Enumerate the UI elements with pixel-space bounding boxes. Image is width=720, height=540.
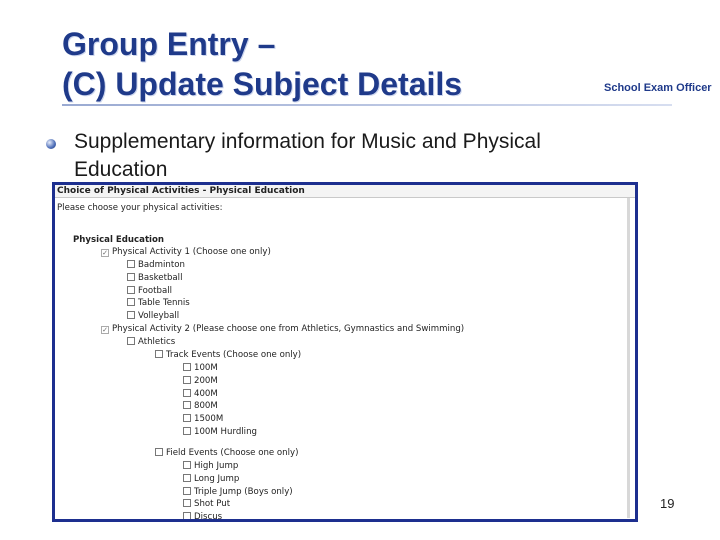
checkbox-label: Discus	[194, 512, 223, 522]
checkbox-label: Shot Put	[194, 499, 231, 510]
athletics-checkbox[interactable]	[127, 336, 175, 348]
field-event-option[interactable]	[183, 498, 230, 510]
activity-1-option[interactable]	[127, 272, 182, 284]
slide-title-line-1: Group Entry –	[62, 26, 276, 62]
checkbox[interactable]	[127, 311, 135, 319]
bullet-text: Supplementary information for Music and Physical Education	[74, 130, 541, 181]
checkbox-label: 800M	[194, 401, 218, 412]
page-number: 19	[660, 496, 675, 511]
checkbox-label: Physical Activity 1 (Choose one only)	[112, 247, 271, 257]
prompt-text: Please choose your physical activities:	[57, 203, 223, 213]
checkbox[interactable]	[183, 389, 191, 397]
checkbox-label: Table Tennis	[138, 298, 190, 309]
checkbox-label: 400M	[194, 388, 218, 399]
title-divider	[62, 104, 672, 106]
activity-1-option[interactable]	[127, 297, 190, 309]
checkbox-label: 1500M	[194, 414, 224, 425]
checkbox-label: Badminton	[138, 260, 185, 270]
checkbox[interactable]: ✓	[102, 326, 108, 334]
track-event-option[interactable]	[183, 413, 223, 425]
checkbox-label: 200M	[194, 375, 218, 386]
slide-title	[62, 24, 462, 104]
checkbox-label: Athletics	[138, 337, 176, 347]
checkbox-label: Field Events (Choose one only)	[166, 448, 299, 458]
field-event-option[interactable]	[183, 473, 239, 485]
checkbox[interactable]	[183, 487, 191, 495]
track-event-option[interactable]	[183, 400, 218, 412]
checkbox[interactable]	[127, 260, 135, 268]
field-events-checkbox[interactable]	[155, 447, 298, 459]
form-screenshot	[52, 182, 638, 522]
checkbox-label: Triple Jump (Boys only)	[194, 486, 293, 497]
checkbox-label: Track Events (Choose one only)	[166, 350, 302, 360]
scrollbar-track[interactable]	[627, 198, 630, 518]
activity-1-option[interactable]	[127, 310, 179, 322]
field-event-option[interactable]	[183, 486, 293, 498]
track-event-option[interactable]	[183, 388, 218, 400]
checkbox[interactable]	[183, 461, 191, 469]
checkbox-label: Long Jump	[194, 473, 240, 484]
checkbox[interactable]	[183, 376, 191, 384]
checkbox-label: Basketball	[138, 272, 183, 283]
field-event-option[interactable]	[183, 511, 222, 522]
checkbox[interactable]	[183, 512, 191, 520]
section-heading: Physical Education	[73, 235, 165, 245]
checkbox[interactable]: ✓	[102, 249, 108, 257]
track-events-checkbox[interactable]	[155, 349, 301, 361]
checkbox[interactable]	[183, 363, 191, 371]
brand-label: School Exam Officer	[604, 82, 712, 94]
panel-header: Choice of Physical Activities - Physical Education	[55, 185, 635, 198]
activity-2-checkbox[interactable]	[101, 323, 464, 335]
checkbox[interactable]	[183, 474, 191, 482]
checkbox-label: Physical Activity 2 (Please choose one from Athletics, Gymnastics and Swimming)	[112, 324, 465, 334]
checkbox[interactable]	[127, 273, 135, 281]
checkbox-label: 100M	[194, 363, 218, 373]
checkbox[interactable]	[127, 337, 135, 345]
slide-title-line-2: (C) Update Subject Details	[62, 66, 463, 102]
track-event-option[interactable]	[183, 362, 218, 374]
checkbox[interactable]	[183, 499, 191, 507]
checkbox[interactable]	[183, 414, 191, 422]
checkbox[interactable]	[155, 350, 163, 358]
checkbox-label: Volleyball	[138, 311, 180, 322]
bullet-icon	[46, 139, 56, 149]
field-event-option[interactable]	[183, 460, 238, 472]
checkbox-label: 100M Hurdling	[194, 427, 257, 437]
activity-1-option[interactable]	[127, 285, 172, 297]
checkbox-label: Football	[138, 285, 173, 296]
track-event-option[interactable]	[183, 426, 257, 438]
checkbox[interactable]	[183, 427, 191, 435]
track-event-option[interactable]	[183, 375, 218, 387]
checkbox[interactable]	[183, 401, 191, 409]
checkbox[interactable]	[155, 448, 163, 456]
activity-1-option[interactable]	[127, 259, 185, 271]
checkbox[interactable]	[127, 286, 135, 294]
checkbox-label: High Jump	[194, 461, 239, 471]
checkbox[interactable]	[127, 298, 135, 306]
activity-1-checkbox[interactable]	[101, 246, 271, 258]
